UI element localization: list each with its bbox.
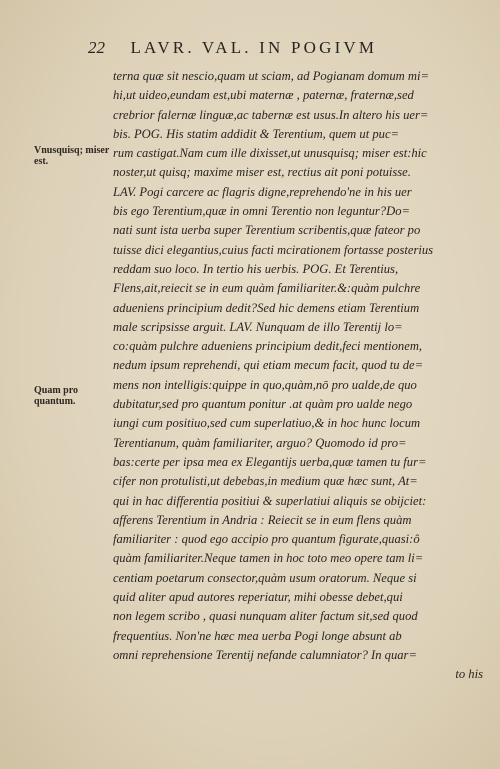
page-number: 22 xyxy=(88,38,105,57)
text-line: mens non intelligis:quippe in quo,quàm,nō pro ualde,de quo xyxy=(113,377,417,392)
text-line: bis ego Terentium,quæ in omni Terentio non leguntur?Do= xyxy=(113,204,410,219)
text-line: afferens Terentium in Andria : Reiecit se in eum flens quàm xyxy=(113,512,412,527)
text-line: noster,ut quisq; maxime miser est, rectius ait poni potuisse. xyxy=(113,165,411,180)
text-line: Flens,ait,reiecit se in eum quàm familiariter.&:quàm pulchre xyxy=(113,281,421,296)
text-line: co:quàm pulchre adueniens principium dedit,feci mentionem, xyxy=(113,339,423,354)
text-line: qui in hac differentia positiui & superlatiui aliquis se obijciet: xyxy=(113,493,427,508)
text-line: quid aliter apud autores reperiatur, mihi obesse debet,qui xyxy=(113,590,403,605)
running-title: LAVR. VAL. IN POGIVM xyxy=(130,38,378,57)
text-line: centiam poetarum consector,quàm usum oratorum. Neque si xyxy=(113,570,417,585)
text-line: crebrior falernæ linguæ,ac tabernæ est usus.In altero his uer= xyxy=(113,107,429,122)
text-line: Terentianum, quàm familiariter, arguo? Quomodo id pro= xyxy=(113,435,407,450)
margin-note: Vnusquisq; miser est. xyxy=(34,145,110,167)
text-line: reddam suo loco. In tertio his uerbis. POG. Et Terentius, xyxy=(113,261,399,276)
text-line: bas:certe per ipsa mea ex Elegantijs uerba,quæ tamen tu fur= xyxy=(113,454,427,469)
running-head xyxy=(88,38,377,58)
text-line: to his xyxy=(455,667,483,682)
margin-note: Quam pro quantum. xyxy=(34,385,78,407)
text-line: quàm familiariter.Neque tamen in hoc toto meo opere tam li= xyxy=(113,551,424,566)
text-line: terna quæ sit nescio,quam ut sciam, ad Pogianam domum mi= xyxy=(113,69,429,83)
text-line: iungi cum positiuo,sed cum superlatiuo,& in hoc hunc locum xyxy=(113,416,421,431)
text-line: hi,ut uideo,eundam est,ubi maternæ , paternæ, fraternæ,sed xyxy=(113,88,414,103)
text-line: frequentius. Non'ne hæc mea uerba Pogi longe absunt ab xyxy=(113,628,402,643)
text-line: bis. POG. His statim addidit & Terentium, quem ut puc= xyxy=(113,126,400,141)
text-line: adueniens principium dedit?Sed hic demens etiam Terentium xyxy=(113,300,420,315)
text-line: nati sunt ista uerba super Terentium scribentis,quæ fateor po xyxy=(113,223,421,238)
text-line: dubitatur,sed pro quantum ponitur .at quàm pro ualde nego xyxy=(113,397,413,412)
text-line: tuisse dici elegantius,cuius facti mcirationem fortasse posterius xyxy=(113,242,434,257)
text-line: rum castigat.Nam cum ille dixisset,ut unusquisq; miser est:hic xyxy=(113,146,427,161)
text-line: LAV. Pogi carcere ac flagris digne,reprehendo'ne in his uer xyxy=(113,184,412,199)
text-line: non legem scribo , quasi nunquam aliter factum sit,sed quod xyxy=(113,609,418,624)
text-line: familiariter : quod ego accipio pro quantum figurate,quasi:ô xyxy=(113,532,420,547)
text-line: nedum ipsum reprehendi, qui etiam mecum facit, quod tu de= xyxy=(113,358,424,373)
text-line: omni reprehensione Terentij nefande calumniator? In quar= xyxy=(113,647,417,662)
text-line: cifer non protulisti,ut debebas,in medium quæ hæc sunt, At= xyxy=(113,474,418,489)
body-text xyxy=(113,67,483,685)
text-line: male scripsisse arguit. LAV. Nunquam de illo Terentij lo= xyxy=(113,319,403,334)
